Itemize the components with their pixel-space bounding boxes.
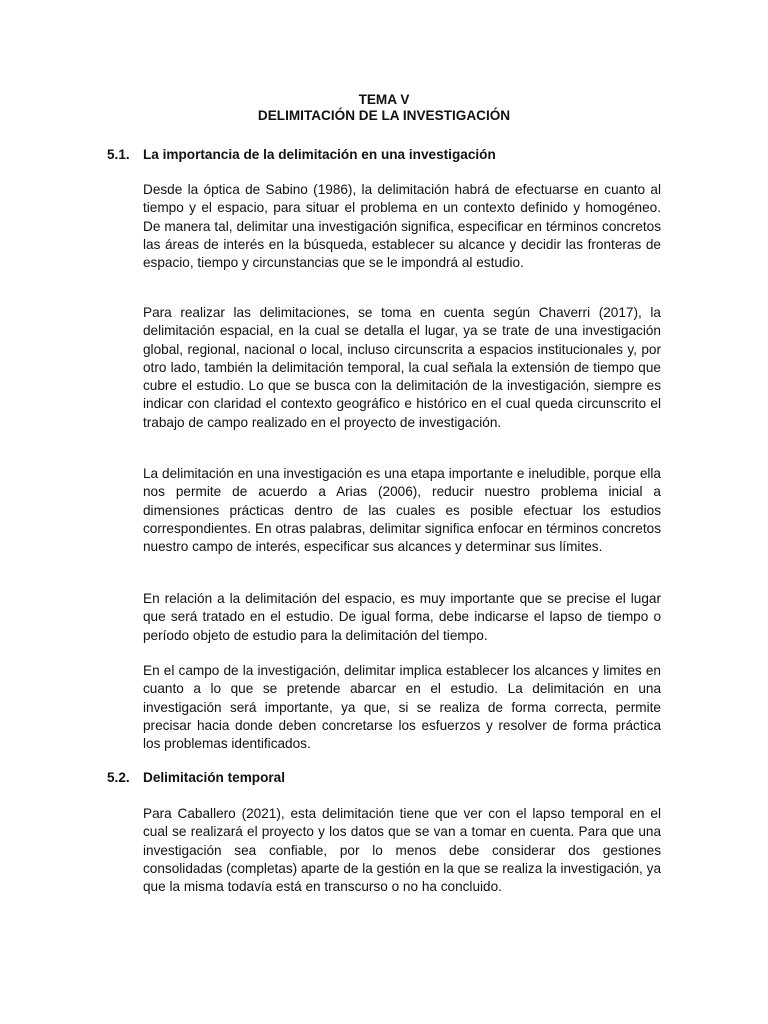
section-title: Delimitación temporal (143, 770, 286, 785)
paragraph-5-1-1: Desde la óptica de Sabino (1986), la delimitación habrá de efectuarse en cuanto al tiempo y el espacio, para situar el problema en un contexto definido y homogéneo. De manera tal, delimitar una investigación significa, especificar en términos concretos las áreas de interés en la búsqueda, establecer su alcance y decidir las fronteras de espacio, tiempo y circunstancias que se le impondrá al estudio. (143, 182, 661, 271)
paragraph-5-1-3: La delimitación en una investigación es una etapa importante e ineludible, porque ella nos permite de acuerdo a Arias (2006), reducir nuestro problema inicial a dimensiones prácticas dentro de las cuales es posible efectuar los estudios correspondientes. En otras palabras, delimitar significa enfocar en términos concretos nuestro campo de interés, especificar sus alcances y determinar sus límites. (143, 466, 661, 555)
section-heading-5-2 (107, 769, 285, 787)
title-line-1: TEMA V (358, 92, 410, 107)
document-title (0, 92, 768, 124)
section-number: 5.1. (107, 147, 130, 162)
paragraph-5-1-4: En relación a la delimitación del espacio, es muy importante que se precise el lugar que será tratado en el estudio. De igual forma, debe indicarse el lapso de tiempo o período objeto de estudio para la delimitación del tiempo. (143, 591, 661, 643)
paragraph-5-1-2: Para realizar las delimitaciones, se toma en cuenta según Chaverri (2017), la delimitación espacial, en la cual se detalla el lugar, ya se trate de una investigación global, regional, nacional o local, incluso circunscrita a espacios institucionales y, por otro lado, también la delimitación temporal, la cual señala la extensión de tiempo que cubre el estudio. Lo que se busca con la delimitación de la investigación, siempre es indicar con claridad el contexto geográfico e histórico en el cual queda circunscrito el trabajo de campo realizado en el proyecto de investigación. (143, 305, 661, 430)
section-heading-5-1 (107, 146, 496, 164)
paragraph-5-2-1: Para Caballero (2021), esta delimitación tiene que ver con el lapso temporal en el cual se realizará el proyecto y los datos que se van a tomar en cuenta. Para que una investigación sea confiable, por lo menos debe considerar dos gestiones consolidadas (completas) aparte de la gestión en la que se realiza la investigación, ya que la misma todavía está en transcurso o no ha concluido. (143, 806, 661, 895)
section-title: La importancia de la delimitación en una investigación (143, 147, 496, 162)
paragraph-5-1-5: En el campo de la investigación, delimitar implica establecer los alcances y limites en cuanto a lo que se pretende abarcar en el estudio. La delimitación en una investigación será importante, ya que, si se realiza de forma correcta, permite precisar hacia donde deben concretarse los esfuerzos y resolver de forma práctica los problemas identificados. (143, 663, 661, 752)
section-number: 5.2. (107, 770, 130, 785)
title-line-2: DELIMITACIÓN DE LA INVESTIGACIÓN (257, 108, 511, 123)
